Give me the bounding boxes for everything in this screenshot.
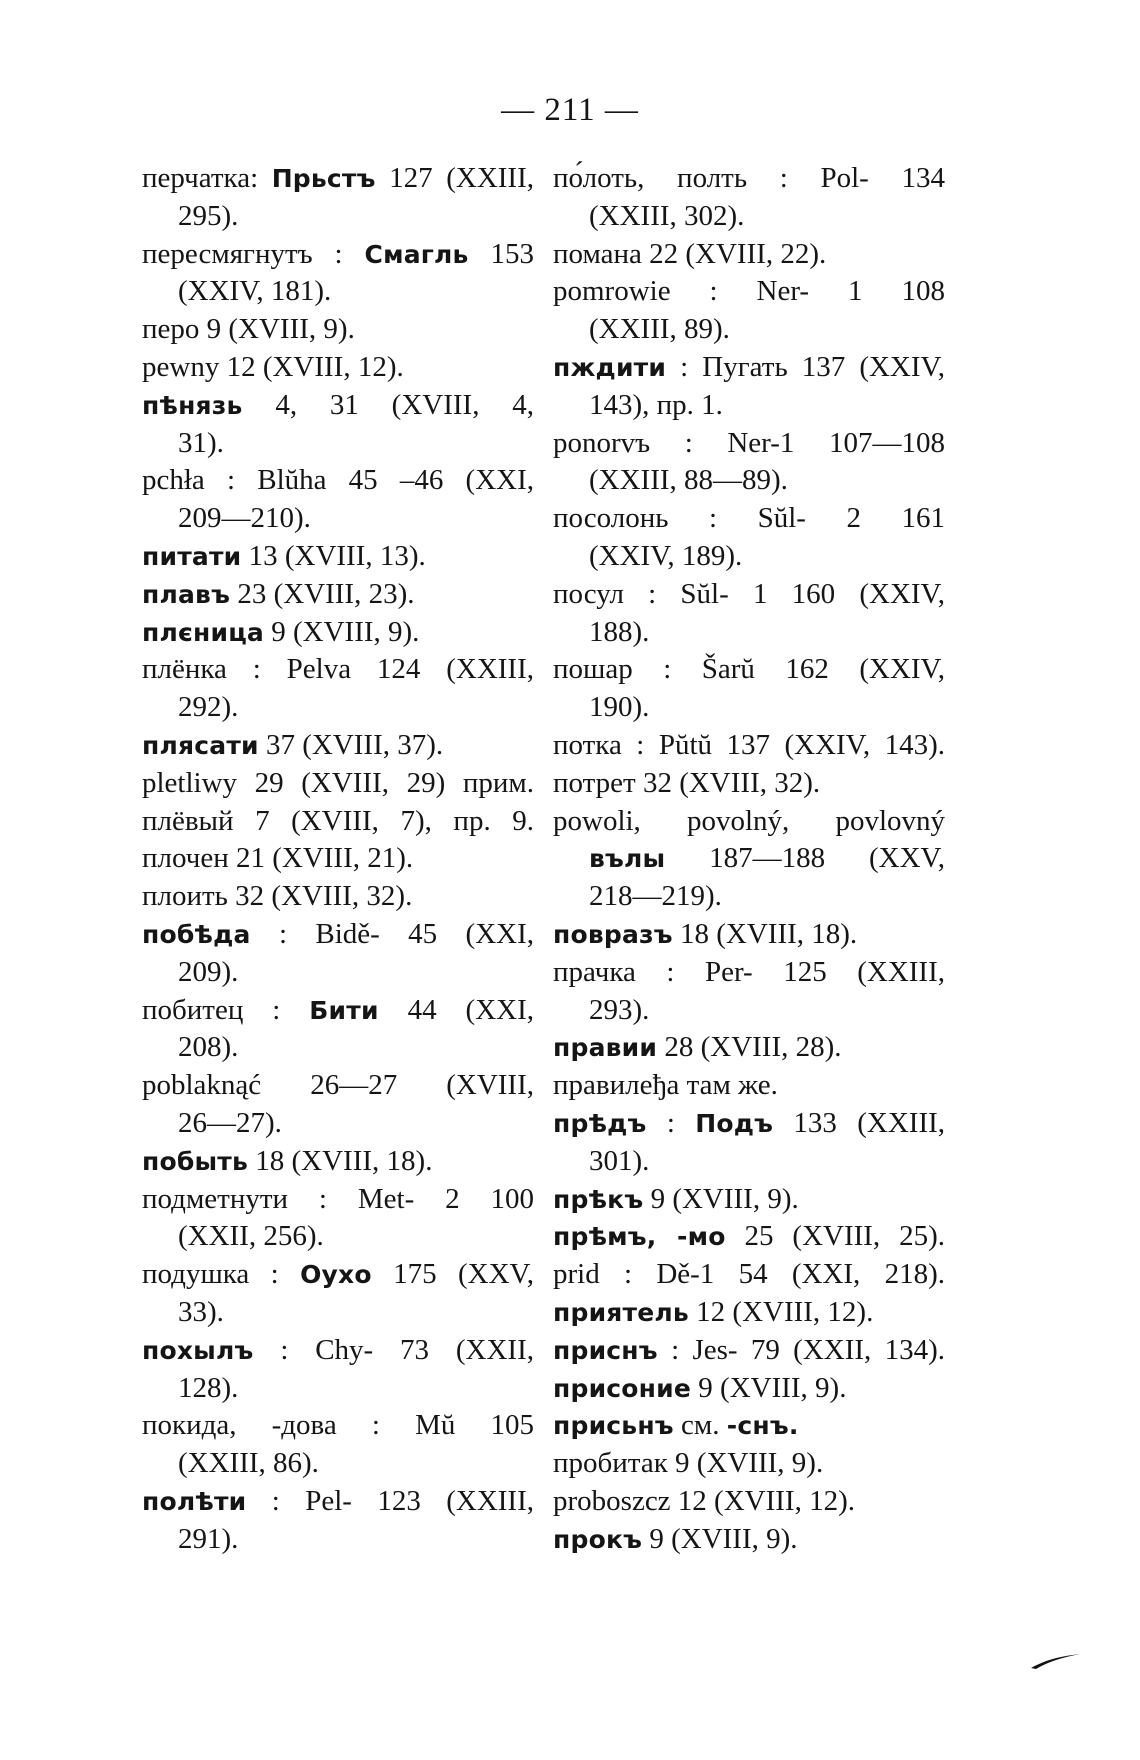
- entry-text: 33).: [178, 1295, 224, 1328]
- entry-text: (XXIII, 302).: [589, 199, 745, 232]
- index-line: [142, 311, 534, 349]
- entry-text: перо 9 (XVIII, 9).: [142, 313, 355, 346]
- entry-text: 188).: [589, 615, 650, 648]
- entry-keyword: -снъ.: [726, 1411, 799, 1441]
- entry-text: плочен 21 (XVIII, 21).: [142, 842, 414, 875]
- index-line: [553, 1256, 945, 1294]
- index-line: [142, 1218, 534, 1256]
- index-line: [142, 614, 534, 652]
- entry-headword: плєница: [142, 617, 264, 647]
- index-line: [553, 538, 945, 576]
- index-line: [553, 651, 945, 689]
- entry-text: 12 (XVIII, 12).: [688, 1295, 874, 1328]
- entry-text: 190).: [589, 691, 650, 724]
- entry-headword: присьнъ: [553, 1411, 674, 1441]
- index-line: [142, 803, 534, 841]
- index-line: [142, 1521, 534, 1559]
- index-line: [142, 1029, 534, 1067]
- index-line: [553, 916, 945, 954]
- index-line: [553, 1407, 945, 1445]
- entry-text: 9 (XVIII, 9).: [264, 615, 420, 648]
- entry-text: 18 (XVIII, 18).: [248, 1144, 433, 1177]
- entry-text: посолонь : Sŭl- 2 161: [553, 502, 945, 535]
- entry-text: 295).: [178, 199, 239, 232]
- entry-headword: прокъ: [553, 1524, 643, 1554]
- entry-text: ponorvъ : Ner-1 107—108: [553, 426, 945, 459]
- index-line: [553, 1105, 945, 1143]
- index-line: [553, 311, 945, 349]
- index-line: [142, 387, 534, 425]
- index-line: [142, 462, 534, 500]
- index-line: [553, 1332, 945, 1370]
- entry-headword: приятель: [553, 1297, 689, 1327]
- entry-text: 9 (XVIII, 9).: [643, 1182, 799, 1215]
- entry-text: : Pel- 123 (XXIII,: [246, 1484, 534, 1517]
- entry-keyword: Бити: [309, 995, 379, 1025]
- entry-headword: приснъ: [553, 1335, 658, 1365]
- entry-text: proboszcz 12 (XVIII, 12).: [553, 1484, 855, 1517]
- index-line: [553, 1218, 945, 1256]
- entry-text: (XXIII, 86).: [178, 1447, 319, 1480]
- index-line: [142, 954, 534, 992]
- index-line: [553, 1294, 945, 1332]
- index-line: [553, 689, 945, 727]
- index-line: [142, 992, 534, 1030]
- index-line: [142, 1332, 534, 1370]
- entry-keyword: Подъ: [695, 1108, 774, 1138]
- index-line: [553, 198, 945, 236]
- entry-text: покида, -дова : Mŭ 105: [142, 1409, 534, 1442]
- ink-stroke-mark: [1030, 1652, 1082, 1670]
- index-line: [553, 500, 945, 538]
- entry-text: 26—27).: [178, 1106, 282, 1139]
- entry-headword: прѣдъ: [553, 1108, 647, 1138]
- index-line: [553, 1370, 945, 1408]
- entry-text: пересмягнутъ :: [142, 237, 365, 270]
- index-line: [553, 1483, 945, 1521]
- entry-text: см.: [673, 1409, 727, 1442]
- entry-text: помана 22 (XVIII, 22).: [553, 237, 827, 270]
- index-line: [142, 1445, 534, 1483]
- index-line: [142, 727, 534, 765]
- entry-text: pchła : Blŭha 45 –46 (XXI,: [142, 464, 534, 497]
- entry-text: плёнка : Pelva 124 (XXIII,: [142, 653, 534, 686]
- entry-text: (XXIV, 181).: [178, 275, 332, 308]
- entry-text-tail: 153: [468, 237, 534, 270]
- entry-text: побитец :: [142, 993, 310, 1026]
- page-number: — 211 —: [501, 92, 639, 128]
- entry-text: по́лоть, полть : Pol- 134: [553, 162, 945, 194]
- entry-text: посул : Sŭl- 1 160 (XXIV,: [553, 577, 945, 610]
- index-line: [553, 160, 945, 198]
- entry-headword: побѣда: [142, 919, 251, 949]
- entry-text: poblaknąć 26—27 (XVIII,: [142, 1069, 534, 1102]
- index-column-left: [142, 160, 534, 1558]
- entry-text: 37 (XVIII, 37).: [258, 728, 444, 761]
- index-line: [553, 992, 945, 1030]
- entry-text-tail: 175 (XXV,: [371, 1258, 534, 1291]
- entry-text: плоить 32 (XVIII, 32).: [142, 880, 413, 913]
- index-line: [142, 1067, 534, 1105]
- entry-text: pomrowie : Ner- 1 108: [553, 275, 945, 308]
- entry-text: pletliwy 29 (XVIII, 29) прим.: [142, 766, 534, 799]
- entry-text: : Chy- 73 (XXII,: [253, 1333, 534, 1366]
- entry-text-tail: 127 (XXIII,: [375, 162, 534, 194]
- index-line: [553, 1143, 945, 1181]
- entry-headword: плавъ: [142, 579, 231, 609]
- index-line: [142, 1294, 534, 1332]
- entry-headword: пѣнязь: [142, 390, 243, 420]
- entry-text: 187—188 (XXV,: [665, 842, 945, 875]
- entry-text: 9 (XVIII, 9).: [691, 1371, 847, 1404]
- index-line: [142, 1483, 534, 1521]
- entry-text: 4, 31 (XVIII, 4,: [242, 388, 534, 421]
- index-line: [553, 803, 945, 841]
- entry-keyword: Прьстъ: [271, 164, 376, 193]
- entry-text: prid : Dě-1 54 (XXI, 218).: [553, 1258, 945, 1291]
- index-line: [553, 954, 945, 992]
- entry-text: потрет 32 (XVIII, 32).: [553, 766, 821, 799]
- index-line: [142, 840, 534, 878]
- index-line: [142, 765, 534, 803]
- index-line: [142, 1256, 534, 1294]
- entry-text: : Jes- 79 (XXII, 134).: [657, 1333, 945, 1366]
- entry-text: 143), пр. 1.: [589, 388, 723, 421]
- index-line: [142, 878, 534, 916]
- index-line: [553, 614, 945, 652]
- entry-text: 18 (XVIII, 18).: [672, 917, 858, 950]
- index-line: [142, 651, 534, 689]
- index-line: [142, 538, 534, 576]
- entry-text: 28 (XVIII, 28).: [657, 1031, 842, 1064]
- index-line: [553, 273, 945, 311]
- index-line: [553, 1029, 945, 1067]
- entry-text: 291).: [178, 1522, 239, 1555]
- entry-text: подушка :: [142, 1258, 301, 1291]
- index-line: [142, 689, 534, 727]
- index-line: [553, 462, 945, 500]
- entry-text: (XXIII, 89).: [589, 313, 730, 346]
- index-line: [553, 765, 945, 803]
- entry-text: 13 (XVIII, 13).: [241, 539, 426, 572]
- entry-headword: плясати: [142, 730, 259, 760]
- entry-text: powoli, povolný, povlovný: [553, 804, 945, 837]
- entry-text: потка : Pŭtŭ 137 (XXIV, 143).: [553, 728, 945, 761]
- entry-text: 209).: [178, 955, 239, 988]
- index-line: [142, 916, 534, 954]
- entry-headword: побыть: [142, 1146, 249, 1176]
- index-line: [553, 878, 945, 916]
- entry-headword: вълы: [589, 844, 666, 874]
- index-line: [142, 1181, 534, 1219]
- index-line: [553, 425, 945, 463]
- index-line: [142, 1105, 534, 1143]
- entry-text: 128).: [178, 1371, 239, 1404]
- index-line: [553, 349, 945, 387]
- index-line: [142, 425, 534, 463]
- index-line: [142, 273, 534, 311]
- index-line: [142, 349, 534, 387]
- entry-text: перчатка:: [142, 162, 272, 194]
- entry-headword: полѣти: [142, 1486, 247, 1516]
- entry-text: 218—219).: [589, 880, 722, 913]
- entry-text: 23 (XVIII, 23).: [230, 577, 415, 610]
- index-line: [553, 840, 945, 878]
- entry-text: пробитак 9 (XVIII, 9).: [553, 1447, 824, 1480]
- entry-headword: питати: [142, 541, 242, 571]
- entry-text: пошар : Šarŭ 162 (XXIV,: [553, 653, 945, 686]
- index-line: [553, 1067, 945, 1105]
- index-line: [142, 160, 534, 198]
- entry-text: плёвый 7 (XVIII, 7), пр. 9.: [142, 804, 534, 837]
- index-line: [553, 1181, 945, 1219]
- entry-headword: присоние: [553, 1373, 692, 1403]
- index-line: [142, 1370, 534, 1408]
- entry-keyword: Оухо: [300, 1260, 372, 1290]
- entry-text: 293).: [589, 993, 650, 1026]
- index-line: [142, 198, 534, 236]
- entry-text: 9 (XVIII, 9).: [642, 1522, 798, 1555]
- entry-text: правилеђа там же.: [553, 1069, 778, 1102]
- index-line: [553, 1521, 945, 1559]
- entry-headword: правии: [553, 1033, 658, 1063]
- index-line: [553, 236, 945, 274]
- index-line: [553, 576, 945, 614]
- index-line: [142, 500, 534, 538]
- entry-headword: прѣкъ: [553, 1184, 644, 1214]
- entry-text: 208).: [178, 1031, 239, 1064]
- entry-text: :: [646, 1106, 696, 1139]
- entry-text: : Bidě- 45 (XXI,: [250, 917, 534, 950]
- entry-text: прачка : Per- 125 (XXIII,: [553, 955, 945, 988]
- entry-headword: повразъ: [553, 919, 673, 949]
- entry-keyword: Смагль: [364, 239, 469, 269]
- entry-headword: похылъ: [142, 1335, 254, 1365]
- entry-text: (XXIII, 88—89).: [589, 464, 788, 497]
- entry-text: : Пугать 137 (XXIV,: [666, 350, 945, 383]
- index-column-right: [553, 160, 945, 1558]
- entry-text: 31).: [178, 426, 224, 459]
- index-line: [553, 387, 945, 425]
- entry-text: подметнути : Met- 2 100: [142, 1182, 534, 1215]
- entry-text-tail: 133 (XXIII,: [773, 1106, 946, 1139]
- entry-headword: прѣмъ, -мо: [553, 1222, 726, 1252]
- index-line: [142, 1407, 534, 1445]
- entry-text: pewny 12 (XVIII, 12).: [142, 350, 404, 383]
- entry-text: 25 (XVIII, 25).: [725, 1220, 945, 1253]
- entry-text: 301).: [589, 1144, 650, 1177]
- index-line: [553, 727, 945, 765]
- entry-text: 292).: [178, 691, 239, 724]
- entry-text: (XXII, 256).: [178, 1220, 324, 1253]
- entry-text: (XXIV, 189).: [589, 539, 743, 572]
- entry-text: 209—210).: [178, 502, 311, 535]
- entry-headword: пждити: [553, 352, 667, 382]
- index-line: [142, 236, 534, 274]
- index-line: [142, 1143, 534, 1181]
- index-line: [142, 576, 534, 614]
- entry-text-tail: 44 (XXI,: [378, 993, 535, 1026]
- index-line: [553, 1445, 945, 1483]
